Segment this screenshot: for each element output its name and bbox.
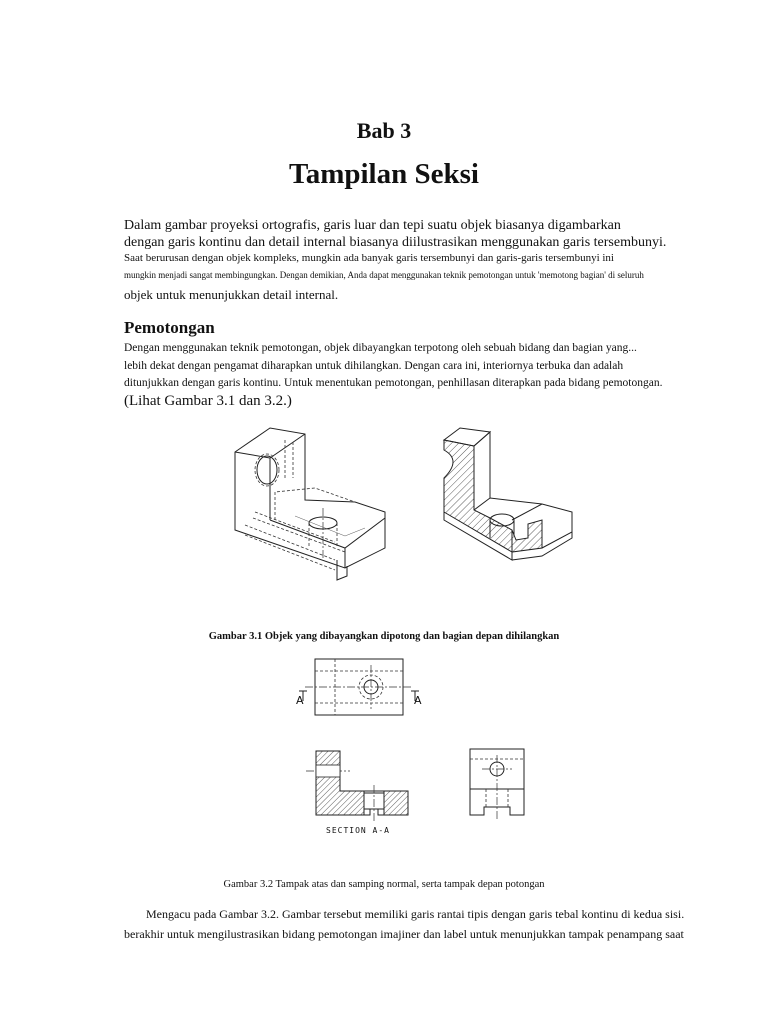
isometric-object-drawing — [225, 420, 395, 585]
intro-line-5: objek untuk menunjukkan detail internal. — [124, 287, 339, 302]
section-line-2: lebih dekat dengan pengamat diharapkan untuk dihilangkan. Dengan cara ini, interiornya terbuka dan adalah — [124, 360, 624, 372]
section-line-1: Dengan menggunakan teknik pemotongan, objek dibayangkan terpotong oleh sebuah bidang dan bagian yang... — [124, 342, 637, 354]
top-view-drawing — [295, 655, 435, 725]
section-heading: Pemotongan — [124, 318, 215, 337]
intro-line-3: Saat berurusan dengan objek kompleks, mungkin ada banyak garis tersembunyi dan garis-garis tersembunyi ini — [124, 252, 614, 264]
side-view-drawing — [462, 745, 532, 825]
section-view-drawing — [300, 745, 420, 835]
closing-line-1: Mengacu pada Gambar 3.2. Gambar tersebut memiliki garis rantai tipis dengan garis tebal kontinu di kedua sisi. — [146, 907, 685, 921]
closing-line-2: berakhir untuk mengilustrasikan bidang pemotongan imajiner dan label untuk menunjukkan tampak penampang saat — [124, 927, 684, 941]
sectioned-object-drawing — [432, 420, 592, 570]
intro-line-2: dengan garis kontinu dan detail internal biasanya diilustrasikan menggunakan garis tersembunyi. — [124, 235, 667, 250]
intro-line-1: Dalam gambar proyeksi ortografis, garis luar dan tepi suatu objek biasanya digambarkan — [124, 218, 621, 233]
intro-line-4: mungkin menjadi sangat membingungkan. Dengan demikian, Anda dapat menggunakan teknik pemotongan untuk 'memotong bagian' di seluruh — [124, 270, 644, 280]
figure-3-2-caption: Gambar 3.2 Tampak atas dan samping normal, serta tampak depan potongan — [223, 879, 545, 890]
chapter-title: Tampilan Seksi — [289, 158, 479, 190]
figure-3-1-caption: Gambar 3.1 Objek yang dibayangkan dipotong dan bagian depan dihilangkan — [208, 631, 560, 642]
section-line-3: ditunjukkan dengan garis kontinu. Untuk menentukan pemotongan, penhillasan diterapkan pada bidang pemotongan. — [124, 377, 663, 389]
chapter-label: Bab 3 — [356, 118, 412, 143]
figure-reference: (Lihat Gambar 3.1 dan 3.2.) — [124, 393, 292, 409]
section-label: SECTION A-A — [326, 826, 390, 835]
cut-label-right: A — [414, 694, 422, 707]
cut-label-left: A — [296, 694, 304, 707]
